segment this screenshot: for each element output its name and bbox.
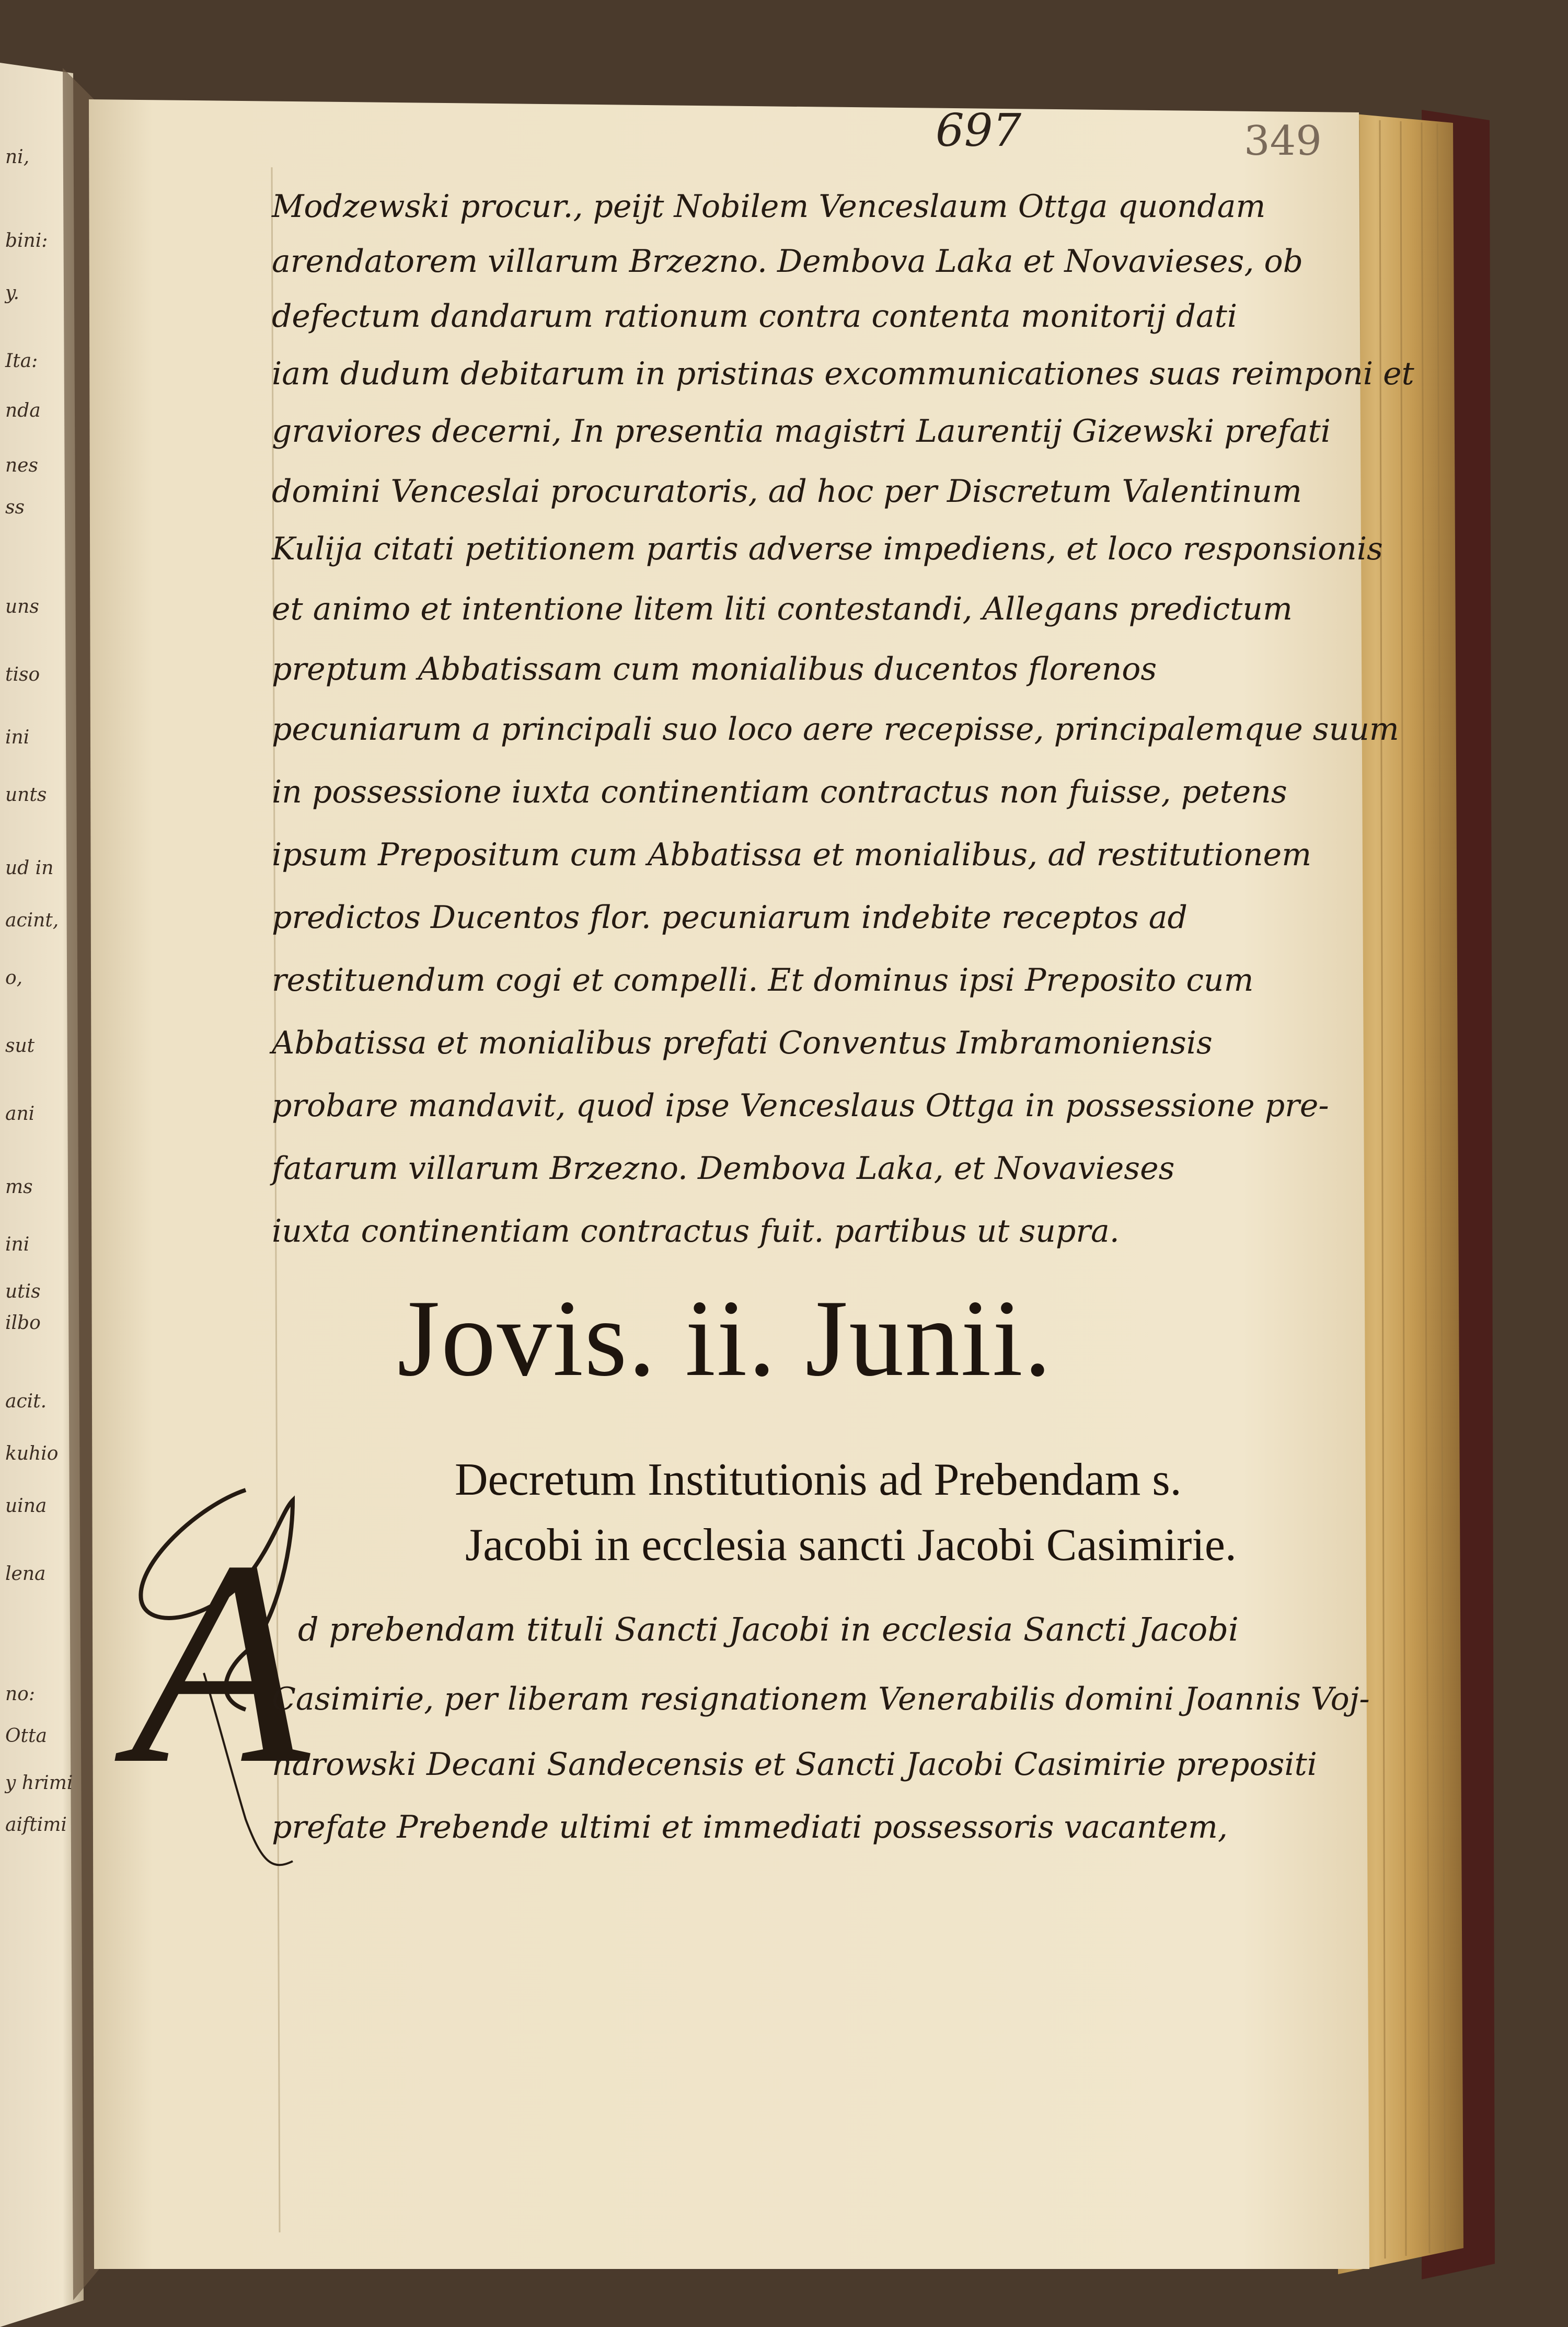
body-line: predictos Ducentos flor. pecuniarum indebite receptos ad <box>272 899 1187 936</box>
margin-fragment: aiftimi <box>5 1814 67 1836</box>
decorative-initial: A <box>131 1500 310 1825</box>
body-line: Modzewski procur., peijt Nobilem Venceslaum Ottga quondam <box>272 188 1266 225</box>
body-line: Kulija citati petitionem partis adverse impediens, et loco responsionis <box>272 531 1383 567</box>
body-line: iam dudum debitarum in pristinas excommunicationes suas reimponi et <box>272 356 1414 392</box>
body-line: fatarum villarum Brzezno. Dembova Laka, et Novavieses <box>272 1150 1175 1187</box>
margin-fragment: kuhio <box>5 1443 59 1464</box>
margin-fragment: sut <box>5 1035 35 1057</box>
final-line: prefate Prebende ultimi et immediati possessoris vacantem, <box>272 1809 1228 1845</box>
body-line: arendatorem villarum Brzezno. Dembova Laka et Novavieses, ob <box>272 243 1303 280</box>
body-line: probare mandavit, quod ipse Venceslaus Ottga in possessione pre- <box>272 1087 1329 1124</box>
body-line: defectum dandarum rationum contra contenta monitorij dati <box>272 298 1238 335</box>
margin-fragment: nda <box>5 400 41 421</box>
margin-fragment: o, <box>5 967 23 989</box>
body-line: graviores decerni, In presentia magistri Laurentij Gizewski prefati <box>272 413 1331 450</box>
margin-fragment: ud in <box>5 857 54 879</box>
margin-fragment: acint, <box>5 910 59 931</box>
folio-pencil-number: 349 <box>1244 118 1322 165</box>
body-line: domini Venceslai procuratoris, ad hoc per Discretum Valentinum <box>272 473 1302 510</box>
margin-fragment: nes <box>5 455 38 476</box>
body-line: ipsum Prepositum cum Abbatissa et monialibus, ad restitutionem <box>272 836 1312 873</box>
margin-fragment: utis <box>5 1281 41 1302</box>
margin-fragment: acit. <box>5 1391 47 1412</box>
margin-fragment: ss <box>5 497 25 518</box>
final-line: narowski Decani Sandecensis et Sancti Jacobi Casimirie prepositi <box>272 1746 1317 1783</box>
margin-fragment: ini <box>5 1234 30 1255</box>
margin-fragment: bini: <box>5 230 48 251</box>
margin-fragment: ani <box>5 1103 35 1125</box>
margin-fragment: uina <box>5 1495 47 1517</box>
margin-fragment: tiso <box>5 664 40 685</box>
margin-fragment: Otta <box>5 1725 47 1747</box>
margin-fragment: uns <box>5 596 39 617</box>
subtitle-line-2: Jacobi in ecclesia sancti Jacobi Casimirie. <box>465 1520 1237 1571</box>
body-line: iuxta continentiam contractus fuit. partibus ut supra. <box>272 1213 1120 1250</box>
body-line: preptum Abbatissam cum monialibus ducentos florenos <box>272 651 1157 687</box>
body-line: pecuniarum a principali suo loco aere recepisse, principalemque suum <box>272 711 1399 748</box>
folio-ink-number: 697 <box>936 105 1022 157</box>
final-line: d prebendam tituli Sancti Jacobi in ecclesia Sancti Jacobi <box>298 1610 1239 1648</box>
margin-fragment: ni, <box>5 146 30 168</box>
margin-fragment: y hrimi <box>5 1772 73 1794</box>
final-line: Casimirie, per liberam resignationem Venerabilis domini Joannis Voj- <box>272 1681 1370 1717</box>
margin-fragment: no: <box>5 1683 35 1705</box>
margin-fragment: ini <box>5 727 30 748</box>
margin-fragment: ilbo <box>5 1312 41 1334</box>
margin-fragment: ms <box>5 1176 33 1198</box>
body-line: Abbatissa et monialibus prefati Conventus Imbramoniensis <box>272 1025 1213 1061</box>
margin-fragment: Ita: <box>5 350 38 372</box>
body-line: in possessione iuxta continentiam contractus non fuisse, petens <box>272 774 1287 810</box>
body-line: et animo et intentione litem liti contestandi, Allegans predictum <box>272 591 1293 627</box>
body-line: restituendum cogi et compelli. Et dominus ipsi Preposito cum <box>272 962 1254 999</box>
margin-fragment: y. <box>5 282 19 304</box>
margin-fragment: unts <box>5 784 47 806</box>
margin-fragment: lena <box>5 1563 46 1585</box>
subtitle-line-1: Decretum Institutionis ad Prebendam s. <box>455 1454 1182 1505</box>
date-heading: Jovis. ii. Junii. <box>397 1278 1053 1399</box>
